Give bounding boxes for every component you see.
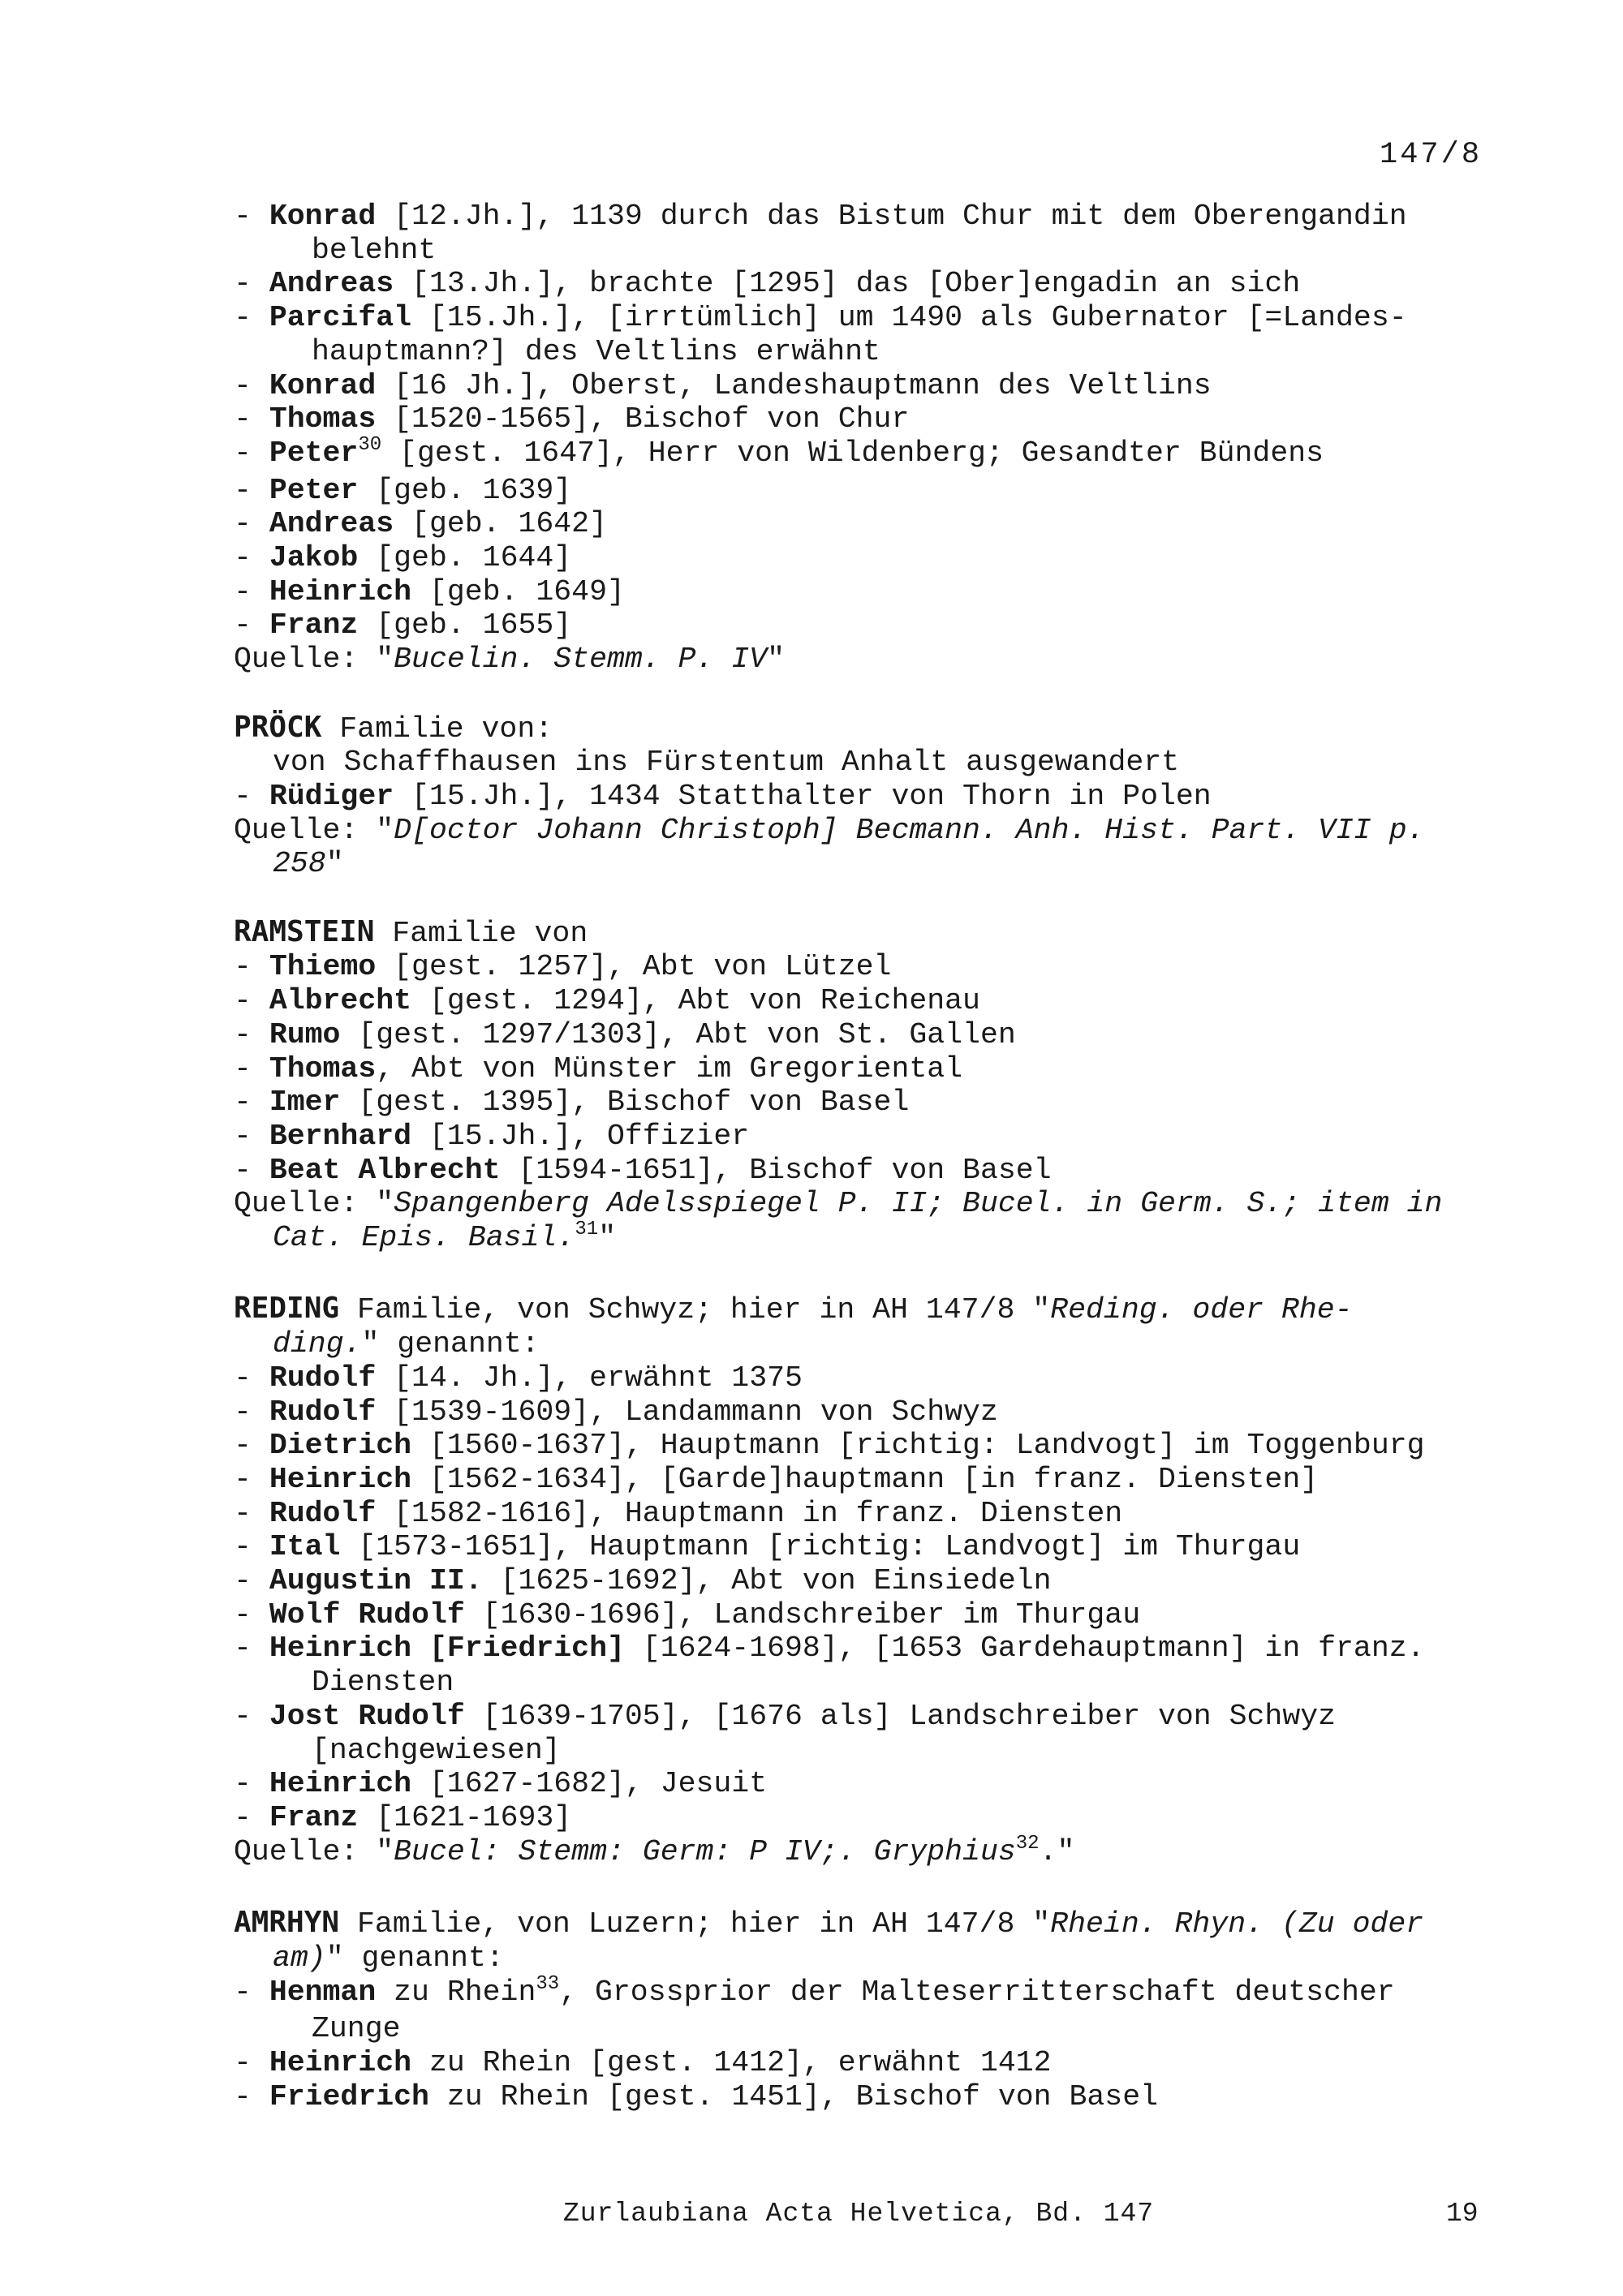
source-line: Quelle: "Bucel: Stemm: Germ: P IV;. Gryphius$^{32}$."	[234, 1832, 1075, 1868]
list-item: - Friedrich zu Rhein [gest. 1451], Bischof von Basel	[234, 2079, 1158, 2113]
list-item-continuation: Zunge	[312, 2012, 401, 2046]
list-item: - Jost Rudolf [1639-1705], [1676 als] Landschreiber von Schwyz	[234, 1699, 1337, 1733]
family-section-ramstein	[234, 915, 1500, 1258]
list-item: - Ital [1573-1651], Hauptmann [richtig: Landvogt] im Thurgau	[234, 1530, 1301, 1564]
family-heading-continuation: ding." genannt:	[273, 1327, 540, 1361]
list-item: - Heinrich [1627-1682], Jesuit	[234, 1767, 768, 1801]
document-body	[234, 200, 1500, 2113]
continued-family-list	[234, 200, 1500, 677]
list-item: - Andreas [13.Jh.], brachte [1295] das [Ober]engadin an sich	[234, 267, 1301, 301]
family-heading: REDING Familie, von Schwyz; hier in AH 147/8 "Reding. oder Rhe-	[234, 1292, 1353, 1327]
source-line: Quelle: "D[octor Johann Christoph] Becmann. Anh. Hist. Part. VII p.	[234, 813, 1425, 847]
list-item: - Rudolf [1582-1616], Hauptmann in franz. Diensten	[234, 1496, 1123, 1530]
list-item: - Thomas, Abt von Münster im Gregoriental	[234, 1051, 963, 1086]
source-line: Quelle: "Bucelin. Stemm. P. IV"	[234, 643, 786, 677]
source-line-continuation: Cat. Epis. Basil.$^{31}$"	[273, 1219, 617, 1255]
list-item: - Franz [1621-1693]	[234, 1801, 572, 1834]
list-item: - Thiemo [gest. 1257], Abt von Lützel	[234, 950, 892, 984]
footnote-ref[interactable]: 31	[575, 1219, 599, 1241]
source-line-continuation: 258"	[273, 847, 344, 881]
footnote-ref[interactable]: 33	[536, 1972, 560, 1995]
list-item: - Jakob [geb. 1644]	[234, 541, 572, 575]
list-item: - Rumo [gest. 1297/1303], Abt von St. Gallen	[234, 1017, 1016, 1051]
list-item-continuation: Diensten	[312, 1666, 454, 1700]
source-line: Quelle: "Spangenberg Adelsspiegel P. II; Bucel. in Germ. S.; item in	[234, 1187, 1443, 1221]
footnote-ref[interactable]: 32	[1015, 1832, 1040, 1855]
list-item: - Heinrich [geb. 1649]	[234, 574, 625, 608]
footer-title: Zurlaubiana Acta Helvetica, Bd. 147	[563, 2199, 1155, 2229]
list-item: - Heinrich zu Rhein [gest. 1412], erwähnt 1412	[234, 2045, 1052, 2079]
family-heading: AMRHYN Familie, von Luzern; hier in AH 147/8 "Rhein. Rhyn. (Zu oder	[234, 1906, 1424, 1941]
list-item-continuation: belehnt	[312, 233, 437, 267]
family-heading: PRÖCK Familie von:	[234, 710, 553, 746]
list-item: - Parcifal [15.Jh.], [irrtümlich] um 1490 als Gubernator [=Landes-	[234, 301, 1407, 335]
footnote-ref[interactable]: 30	[358, 433, 382, 456]
list-item: - Andreas [geb. 1642]	[234, 507, 607, 541]
family-heading-continuation: am)" genannt:	[273, 1941, 504, 1975]
family-section-reding	[234, 1292, 1500, 1872]
family-intro: von Schaffhausen ins Fürstentum Anhalt ausgewandert	[273, 746, 1180, 780]
list-item-continuation: hauptmann?] des Veltlins erwähnt	[312, 334, 880, 368]
list-item: - Franz [geb. 1655]	[234, 608, 572, 643]
list-item: - Rüdiger [15.Jh.], 1434 Statthalter von Thorn in Polen	[234, 779, 1212, 813]
list-item: - Konrad [16 Jh.], Oberst, Landeshauptmann des Veltlins	[234, 368, 1212, 402]
list-item: - Bernhard [15.Jh.], Offizier	[234, 1119, 750, 1153]
list-item: - Peter$^{30}$ [gest. 1647], Herr von Wildenberg; Gesandter Bündens	[234, 433, 1324, 470]
list-item: - Dietrich [1560-1637], Hauptmann [richtig: Landvogt] im Toggenburg	[234, 1429, 1425, 1463]
list-item: - Beat Albrecht [1594-1651], Bischof von Basel	[234, 1153, 1052, 1187]
footer-page-number: 19	[1446, 2199, 1479, 2229]
list-item: - Thomas [1520-1565], Bischof von Chur	[234, 402, 910, 436]
list-item: - Albrecht [gest. 1294], Abt von Reichenau	[234, 984, 980, 1018]
list-item: - Heinrich [1562-1634], [Garde]hauptmann [in franz. Diensten]	[234, 1462, 1319, 1496]
family-section-amrhyn	[234, 1906, 1500, 2113]
list-item: - Rudolf [14. Jh.], erwähnt 1375	[234, 1361, 803, 1395]
list-item: - Imer [gest. 1395], Bischof von Basel	[234, 1086, 910, 1120]
list-item: - Henman zu Rhein$^{33}$, Grossprior der Malteserritterschaft deutscher	[234, 1972, 1395, 2009]
page-number: 147/8	[1380, 138, 1483, 172]
family-section-proeck	[234, 711, 1500, 882]
list-item: - Heinrich [Friedrich] [1624-1698], [1653 Gardehauptmann] in franz.	[234, 1632, 1425, 1666]
list-item: - Peter [geb. 1639]	[234, 473, 572, 507]
list-item: - Rudolf [1539-1609], Landammann von Schwyz	[234, 1395, 998, 1429]
list-item: - Augustin II. [1625-1692], Abt von Einsiedeln	[234, 1564, 1052, 1598]
list-item-continuation: [nachgewiesen]	[312, 1733, 561, 1767]
list-item: - Wolf Rudolf [1630-1696], Landschreiber im Thurgau	[234, 1597, 1141, 1632]
family-heading: RAMSTEIN Familie von	[234, 914, 588, 950]
list-item: - Konrad [12.Jh.], 1139 durch das Bistum Chur mit dem Oberengandin	[234, 200, 1407, 233]
